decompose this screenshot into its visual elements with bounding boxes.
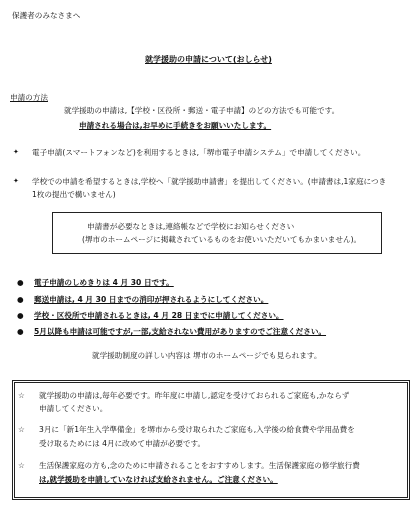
notes-box: [12, 380, 410, 500]
note-2-line-2: 受け取るためには 4月に改めて申請が必要です。: [39, 439, 206, 448]
deadline-item: 郵送申請は, 4 月 30 日までの消印が押されるようにしてください。: [34, 295, 269, 304]
note-1-line-2: 申請してください。: [39, 404, 108, 413]
star-icon: ☆: [18, 461, 25, 470]
deadline-item: 学校・区役所で申請されるときは, 4 月 28 日までに申請してください。: [34, 311, 284, 320]
note-3-line-1: 生活保護家庭の方も,念のために申請されることをおすすめします。生活保護家庭の修学旅行費: [39, 461, 360, 470]
deadline-item: 電子申請のしめきりは 4 月 30 日です。: [34, 278, 174, 287]
star-icon: ☆: [18, 391, 25, 400]
dot-icon: ●: [17, 295, 24, 304]
deadline-item: 5月以降も申請は可能ですが,一部,支給されない費用がありますのでご注意ください。: [34, 327, 327, 336]
request-form-box: [52, 212, 382, 254]
method-paragraph-2: 申請される場合は,お早めに手続きをお願いいたします。: [79, 121, 272, 130]
note-2-line-1: 3月に「新1年生入学準備金」を堺市から受け取られたご家庭も,入学後の給食費や学用品費を: [39, 425, 355, 434]
method-paragraph-1: 就学援助の申請は,【学校・区役所・郵送・電子申請】のどの方法でも可能です。: [64, 106, 340, 115]
star-icon: ☆: [18, 425, 25, 434]
box-line-1: 申請書が必要なときは,連絡帳などで学校にお知らせください: [87, 222, 295, 231]
box-line-2: (堺市のホームページに掲載されているものをお使いいただいてもかまいません)。: [82, 235, 362, 244]
section-heading: 申請の方法: [10, 93, 48, 102]
bullet-text-1: 電子申請(スマートフォンなど)を利用するときは,「堺市電子申請システム」で申請してください。: [32, 148, 366, 157]
dot-icon: ●: [17, 327, 24, 336]
note-1-line-1: 就学援助の申請は,毎年必要です。昨年度に申請し,認定を受けておられるご家庭も,かならず: [39, 391, 350, 400]
bullet-text-2b: 1枚の提出で構いません): [32, 190, 116, 199]
salutation: 保護者のみなさまへ: [12, 11, 81, 20]
note-3-line-2: は,就学援助を申請していなければ支給されません。ご注意ください。: [39, 475, 278, 484]
page-title: 就学援助の申請について(おしらせ): [145, 55, 272, 64]
bullet-icon: ✦: [13, 148, 19, 156]
bullet-icon: ✦: [13, 177, 19, 185]
dot-icon: ●: [17, 278, 24, 287]
bullet-text-2a: 学校での申請を希望するときは,学校へ「就学援助申請書」を提出してください。(申請書は,1家庭につき: [32, 177, 387, 186]
details-note: 就学援助制度の詳しい内容は 堺市のホームページでも見られます。: [92, 351, 322, 360]
dot-icon: ●: [17, 311, 24, 320]
